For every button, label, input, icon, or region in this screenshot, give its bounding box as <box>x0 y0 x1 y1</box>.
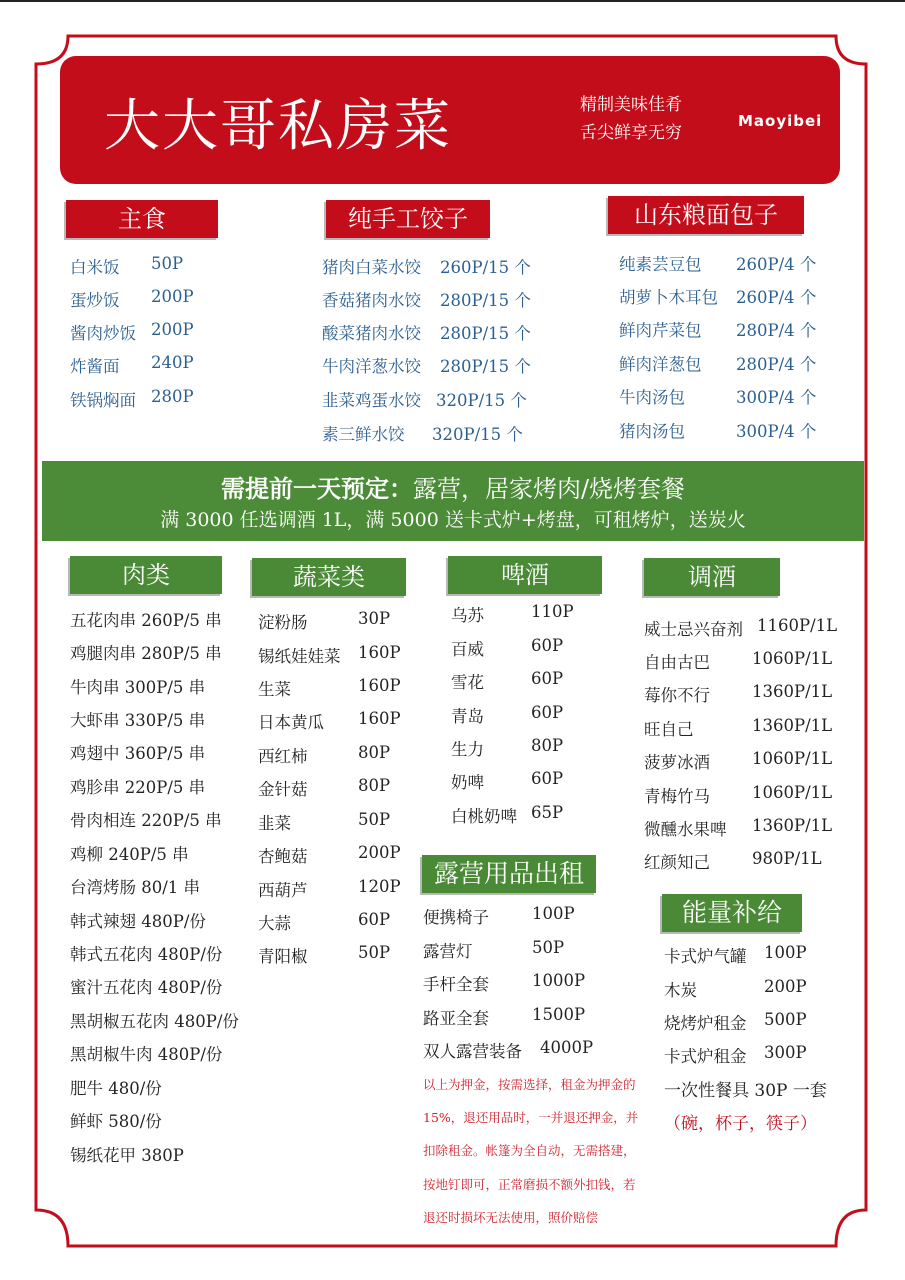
list-item: 韩式辣翅 480P/份 <box>70 912 206 931</box>
item-price: 1060P/1L <box>752 749 833 768</box>
item-price: 110P <box>531 602 574 621</box>
note-line: 扣除租金。帐篷为全自动，无需搭建， <box>423 1143 636 1158</box>
section-title-buns: 山东粮面包子 <box>608 196 804 234</box>
brand-name: Maoyibei <box>738 112 823 130</box>
item-price: 280P/4 个 <box>736 355 817 374</box>
list-item: 猪肉白菜水饺 <box>322 258 421 277</box>
list-item: 双人露营装备 <box>423 1042 522 1061</box>
item-price: 200P <box>764 977 807 996</box>
list-item: 烧烤炉租金 <box>664 1014 747 1033</box>
section-title-cocktail: 调酒 <box>644 558 780 596</box>
list-item: 淀粉肠 <box>258 613 308 632</box>
item-price: 160P <box>358 643 401 662</box>
note-line: 以上为押金，按需选择，租金为押金的 <box>423 1077 636 1092</box>
list-item: 乌苏 <box>451 606 484 625</box>
item-price: 1360P/1L <box>752 816 833 835</box>
list-item: 韭菜 <box>258 814 291 833</box>
item-price: 300P <box>764 1043 807 1062</box>
list-item: 纯素芸豆包 <box>619 255 702 274</box>
item-price: 60P <box>531 703 564 722</box>
list-item: 路亚全套 <box>423 1009 489 1028</box>
item-price: 1000P <box>532 971 586 990</box>
list-item: 大虾串 330P/5 串 <box>70 711 206 730</box>
list-item: 青阳椒 <box>258 947 308 966</box>
item-price: 500P <box>764 1010 807 1029</box>
item-price: 50P <box>151 254 184 273</box>
note-line: 退还时损坏无法使用，照价赔偿 <box>423 1210 599 1225</box>
banner-highlight: 需提前一天预定： <box>220 474 413 503</box>
item-price: 160P <box>358 676 401 695</box>
list-item: 胡萝卜木耳包 <box>619 288 718 307</box>
section-title-dumplings: 纯手工饺子 <box>326 200 490 238</box>
list-item: 便携椅子 <box>423 908 489 927</box>
list-item: 百威 <box>451 640 484 659</box>
item-price: 60P <box>531 669 564 688</box>
list-item: 威士忌兴奋剂 <box>644 620 743 639</box>
list-item: 锡纸花甲 380P <box>70 1146 184 1165</box>
section-title-camping: 露营用品出租 <box>422 855 596 893</box>
item-price: 50P <box>358 943 391 962</box>
list-item: 红颜知己 <box>644 853 710 872</box>
item-price: 80P <box>358 776 391 795</box>
list-item: 台湾烤肠 80/1 串 <box>70 878 201 897</box>
item-price: 280P/15 个 <box>440 291 531 310</box>
item-price: 320P/15 个 <box>432 425 523 444</box>
item-price: 30P <box>358 609 391 628</box>
item-price: 260P/4 个 <box>736 255 817 274</box>
list-item: 白桃奶啤 <box>451 807 517 826</box>
item-price: 260P/4 个 <box>736 288 817 307</box>
list-item: 青岛 <box>451 707 484 726</box>
list-item: 金针菇 <box>258 780 308 799</box>
list-item: 鲜肉芹菜包 <box>619 321 702 340</box>
slogan-line-2: 舌尖鲜享无穷 <box>580 123 682 143</box>
list-item: 奶啤 <box>451 773 484 792</box>
list-item: 香菇猪肉水饺 <box>322 291 421 310</box>
item-price: 100P <box>532 904 575 923</box>
list-item: 露营灯 <box>423 942 473 961</box>
item-price: 300P/4 个 <box>736 422 817 441</box>
item-price: 280P/15 个 <box>440 324 531 343</box>
list-item: 黑胡椒五花肉 480P/份 <box>70 1012 239 1031</box>
section-title-meat: 肉类 <box>70 556 222 594</box>
list-item: 韭菜鸡蛋水饺 <box>322 391 421 410</box>
list-item: 西红柿 <box>258 747 308 766</box>
list-item: 手杆全套 <box>423 975 489 994</box>
item-price: 65P <box>531 803 564 822</box>
list-item: 日本黄瓜 <box>258 713 324 732</box>
list-item: 鲜虾 580/份 <box>70 1112 162 1131</box>
list-item: 黑胡椒牛肉 480P/份 <box>70 1045 223 1064</box>
list-item: 鸡腿肉串 280P/5 串 <box>70 644 222 663</box>
list-item: 旺自己 <box>644 720 694 739</box>
list-item: 雪花 <box>451 673 484 692</box>
item-price: 50P <box>532 938 565 957</box>
item-price: 1360P/1L <box>752 716 833 735</box>
restaurant-title: 大大哥私房菜 <box>104 94 452 159</box>
list-item: 生菜 <box>258 680 291 699</box>
item-price: 60P <box>358 910 391 929</box>
item-price: 280P/4 个 <box>736 321 817 340</box>
item-price: 80P <box>531 736 564 755</box>
item-price: 60P <box>531 769 564 788</box>
list-item: 微醺水果啤 <box>644 820 727 839</box>
menu-header <box>60 56 840 184</box>
item-price: 60P <box>531 636 564 655</box>
list-item: 锡纸娃娃菜 <box>258 647 341 666</box>
list-item: 菠萝冰酒 <box>644 753 710 772</box>
list-item: 青梅竹马 <box>644 787 710 806</box>
item-price: 1500P <box>532 1005 586 1024</box>
item-price: 200P <box>151 320 194 339</box>
list-item: 炸酱面 <box>70 357 120 376</box>
item-price: 1360P/1L <box>752 682 833 701</box>
note-line: 15%，退还用品时，一并退还押金，并 <box>423 1110 639 1125</box>
item-price: 1160P/1L <box>757 616 838 635</box>
item-price: 1060P/1L <box>752 783 833 802</box>
item-price: 100P <box>764 943 807 962</box>
item-price: 200P <box>358 843 401 862</box>
list-item: 五花肉串 260P/5 串 <box>70 611 222 630</box>
item-price: 280P/15 个 <box>440 357 531 376</box>
banner-line-1 <box>42 469 864 504</box>
item-price: 4000P <box>540 1038 594 1057</box>
list-item: 卡式炉租金 <box>664 1047 747 1066</box>
list-item: 卡式炉气罐 <box>664 947 747 966</box>
list-item: 西葫芦 <box>258 881 308 900</box>
reservation-banner <box>42 461 864 541</box>
list-item: 酸菜猪肉水饺 <box>322 324 421 343</box>
list-item: 生力 <box>451 740 484 759</box>
list-item: 蜜汁五花肉 480P/份 <box>70 978 223 997</box>
item-price: 320P/15 个 <box>436 391 527 410</box>
list-item: 杏鲍菇 <box>258 847 308 866</box>
list-item: 牛肉洋葱水饺 <box>322 357 421 376</box>
list-item: 自由古巴 <box>644 653 710 672</box>
list-item: 素三鲜水饺 <box>322 425 405 444</box>
list-item: 蛋炒饭 <box>70 291 120 310</box>
banner-offer: 露营，居家烤肉/烧烤套餐 <box>412 475 686 503</box>
slogan-line-1: 精制美味佳肴 <box>580 95 682 115</box>
list-item: 牛肉串 300P/5 串 <box>70 678 206 697</box>
list-item: 酱肉炒饭 <box>70 324 136 343</box>
item-price: 1060P/1L <box>752 649 833 668</box>
tableware-detail: （碗，杯子，筷子） <box>664 1114 817 1134</box>
section-title-staple: 主食 <box>66 200 218 238</box>
section-title-energy: 能量补给 <box>662 894 802 932</box>
list-item: 铁锅焖面 <box>70 391 136 410</box>
banner-line-2: 满 3000 任选调酒 1L，满 5000 送卡式炉+烤盘，可租烤炉，送炭火 <box>160 509 746 531</box>
item-price: 300P/4 个 <box>736 388 817 407</box>
item-price: 280P <box>151 387 194 406</box>
list-item: 鸡柳 240P/5 串 <box>70 845 189 864</box>
list-item: 肥牛 480/份 <box>70 1079 162 1098</box>
list-item: 鲜肉洋葱包 <box>619 355 702 374</box>
item-price: 50P <box>358 810 391 829</box>
item-price: 80P <box>358 743 391 762</box>
item-price: 160P <box>358 709 401 728</box>
list-item: 骨肉相连 220P/5 串 <box>70 811 222 830</box>
note-line: 按地钉即可，正常磨损不额外扣钱，若 <box>423 1177 636 1192</box>
list-item: 木炭 <box>664 981 697 1000</box>
item-price: 200P <box>151 287 194 306</box>
section-title-veg: 蔬菜类 <box>252 558 406 596</box>
list-item: 牛肉汤包 <box>619 388 685 407</box>
list-item: 鸡翅中 360P/5 串 <box>70 744 206 763</box>
list-item: 韩式五花肉 480P/份 <box>70 945 223 964</box>
list-item: 猪肉汤包 <box>619 422 685 441</box>
section-title-beer: 啤酒 <box>448 556 602 594</box>
item-price: 240P <box>151 353 194 372</box>
item-price: 120P <box>358 877 401 896</box>
list-item: 莓你不行 <box>644 686 710 705</box>
list-item: 白米饭 <box>70 258 120 277</box>
list-item: 大蒜 <box>258 914 291 933</box>
disposable-tableware: 一次性餐具 30P 一套 <box>664 1081 827 1101</box>
item-price: 980P/1L <box>752 849 822 868</box>
item-price: 260P/15 个 <box>440 258 531 277</box>
list-item: 鸡胗串 220P/5 串 <box>70 778 206 797</box>
